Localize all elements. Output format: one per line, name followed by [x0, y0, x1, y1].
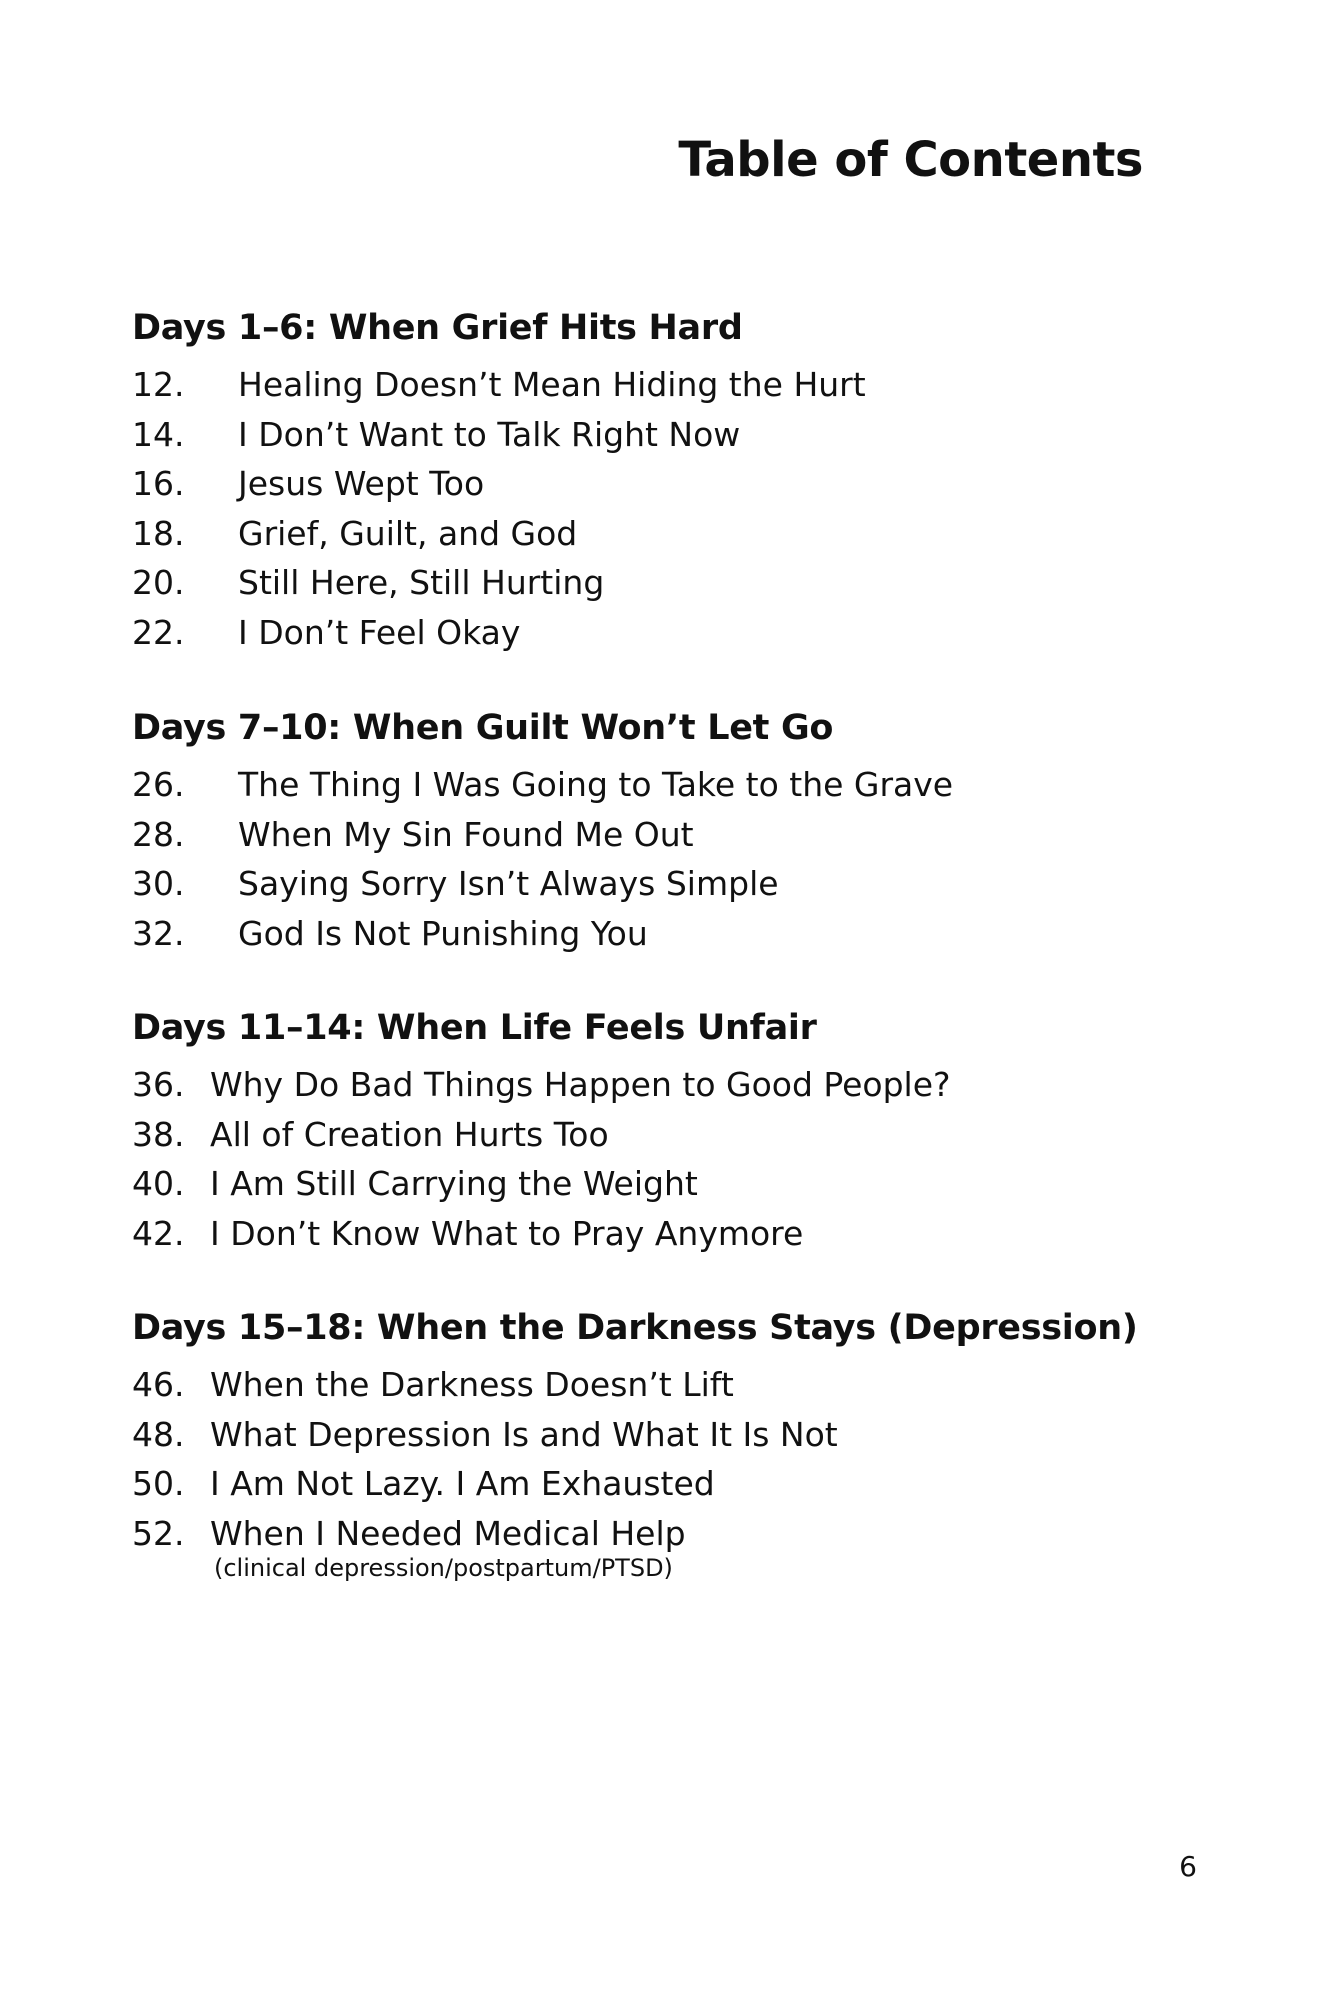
entry-title: When I Needed Medical Help [210, 1513, 686, 1553]
entry-title: Why Do Bad Things Happen to Good People? [210, 1065, 951, 1104]
entry-title: I Am Still Carrying the Weight [210, 1164, 698, 1203]
entry-title: Jesus Wept Too [238, 464, 485, 503]
section-heading: Days 7–10: When Guilt Won’t Let Go [132, 708, 834, 748]
entry-title: When My Sin Found Me Out [238, 814, 694, 854]
toc-section-guilt [132, 706, 1192, 958]
entry-page-number: 18. [132, 513, 185, 553]
entry-page-number: 26. [132, 765, 185, 804]
entry-page-number: 14. [132, 414, 185, 454]
toc-entry [132, 1159, 1192, 1209]
toc-entry [132, 410, 1192, 460]
toc-entry [132, 1110, 1192, 1160]
entry-page-number: 32. [132, 913, 185, 953]
toc-entry [132, 509, 1192, 559]
toc-entry [132, 1459, 1192, 1509]
entry-page-number: 40. [132, 1164, 185, 1203]
toc-entry [132, 810, 1192, 860]
entry-page-number: 30. [132, 864, 185, 903]
toc-entry [132, 909, 1192, 959]
entry-title: Grief, Guilt, and God [238, 513, 578, 553]
entry-page-number: 28. [132, 814, 185, 854]
entry-title: When the Darkness Doesn’t Lift [210, 1365, 734, 1404]
entry-title: All of Creation Hurts Too [210, 1114, 609, 1154]
entry-title: I Don’t Want to Talk Right Now [238, 414, 741, 454]
entry-page-number: 42. [132, 1213, 185, 1253]
entry-title: I Don’t Feel Okay [238, 612, 521, 652]
toc-entry [132, 760, 1192, 810]
toc-entry [132, 1060, 1192, 1110]
page-title: Table of Contents [678, 132, 1143, 188]
toc-section-grief [132, 306, 1192, 657]
entry-title: Healing Doesn’t Mean Hiding the Hurt [238, 365, 866, 404]
entry-title: I Am Not Lazy. I Am Exhausted [210, 1464, 715, 1503]
toc-entry [132, 1360, 1192, 1410]
toc-entry [132, 459, 1192, 509]
entry-page-number: 38. [132, 1114, 185, 1154]
toc-entry [132, 1410, 1192, 1460]
toc-entry [132, 558, 1192, 608]
section-heading: Days 1–6: When Grief Hits Hard [132, 308, 743, 348]
entry-page-number: 16. [132, 464, 185, 503]
entry-page-number: 12. [132, 365, 185, 404]
entry-title: What Depression Is and What It Is Not [210, 1414, 838, 1454]
toc-entry [132, 608, 1192, 658]
toc-entry [132, 1209, 1192, 1259]
toc-entry [132, 360, 1192, 410]
entry-page-number: 36. [132, 1065, 185, 1104]
toc-entry [132, 1509, 1192, 1559]
entry-title: I Don’t Know What to Pray Anymore [210, 1213, 804, 1253]
entry-page-number: 48. [132, 1414, 185, 1454]
entry-page-number: 50. [132, 1464, 185, 1503]
entry-page-number: 52. [132, 1513, 185, 1553]
page-number: 6 [1179, 1850, 1197, 1883]
toc-entry [132, 859, 1192, 909]
entry-title: The Thing I Was Going to Take to the Grave [238, 765, 954, 804]
section-heading: Days 11–14: When Life Feels Unfair [132, 1008, 817, 1048]
entry-page-number: 22. [132, 612, 185, 652]
entry-title: Saying Sorry Isn’t Always Simple [238, 864, 779, 903]
toc-section-darkness [132, 1306, 1192, 1582]
toc-section-unfair [132, 1006, 1192, 1258]
entry-title: Still Here, Still Hurting [238, 563, 605, 602]
entry-page-number: 20. [132, 563, 185, 602]
entry-title: God Is Not Punishing You [238, 913, 648, 953]
entry-subtitle-note: (clinical depression/postpartum/PTSD) [214, 1554, 673, 1582]
entry-page-number: 46. [132, 1365, 185, 1404]
section-heading: Days 15–18: When the Darkness Stays (Depression) [132, 1308, 1138, 1348]
